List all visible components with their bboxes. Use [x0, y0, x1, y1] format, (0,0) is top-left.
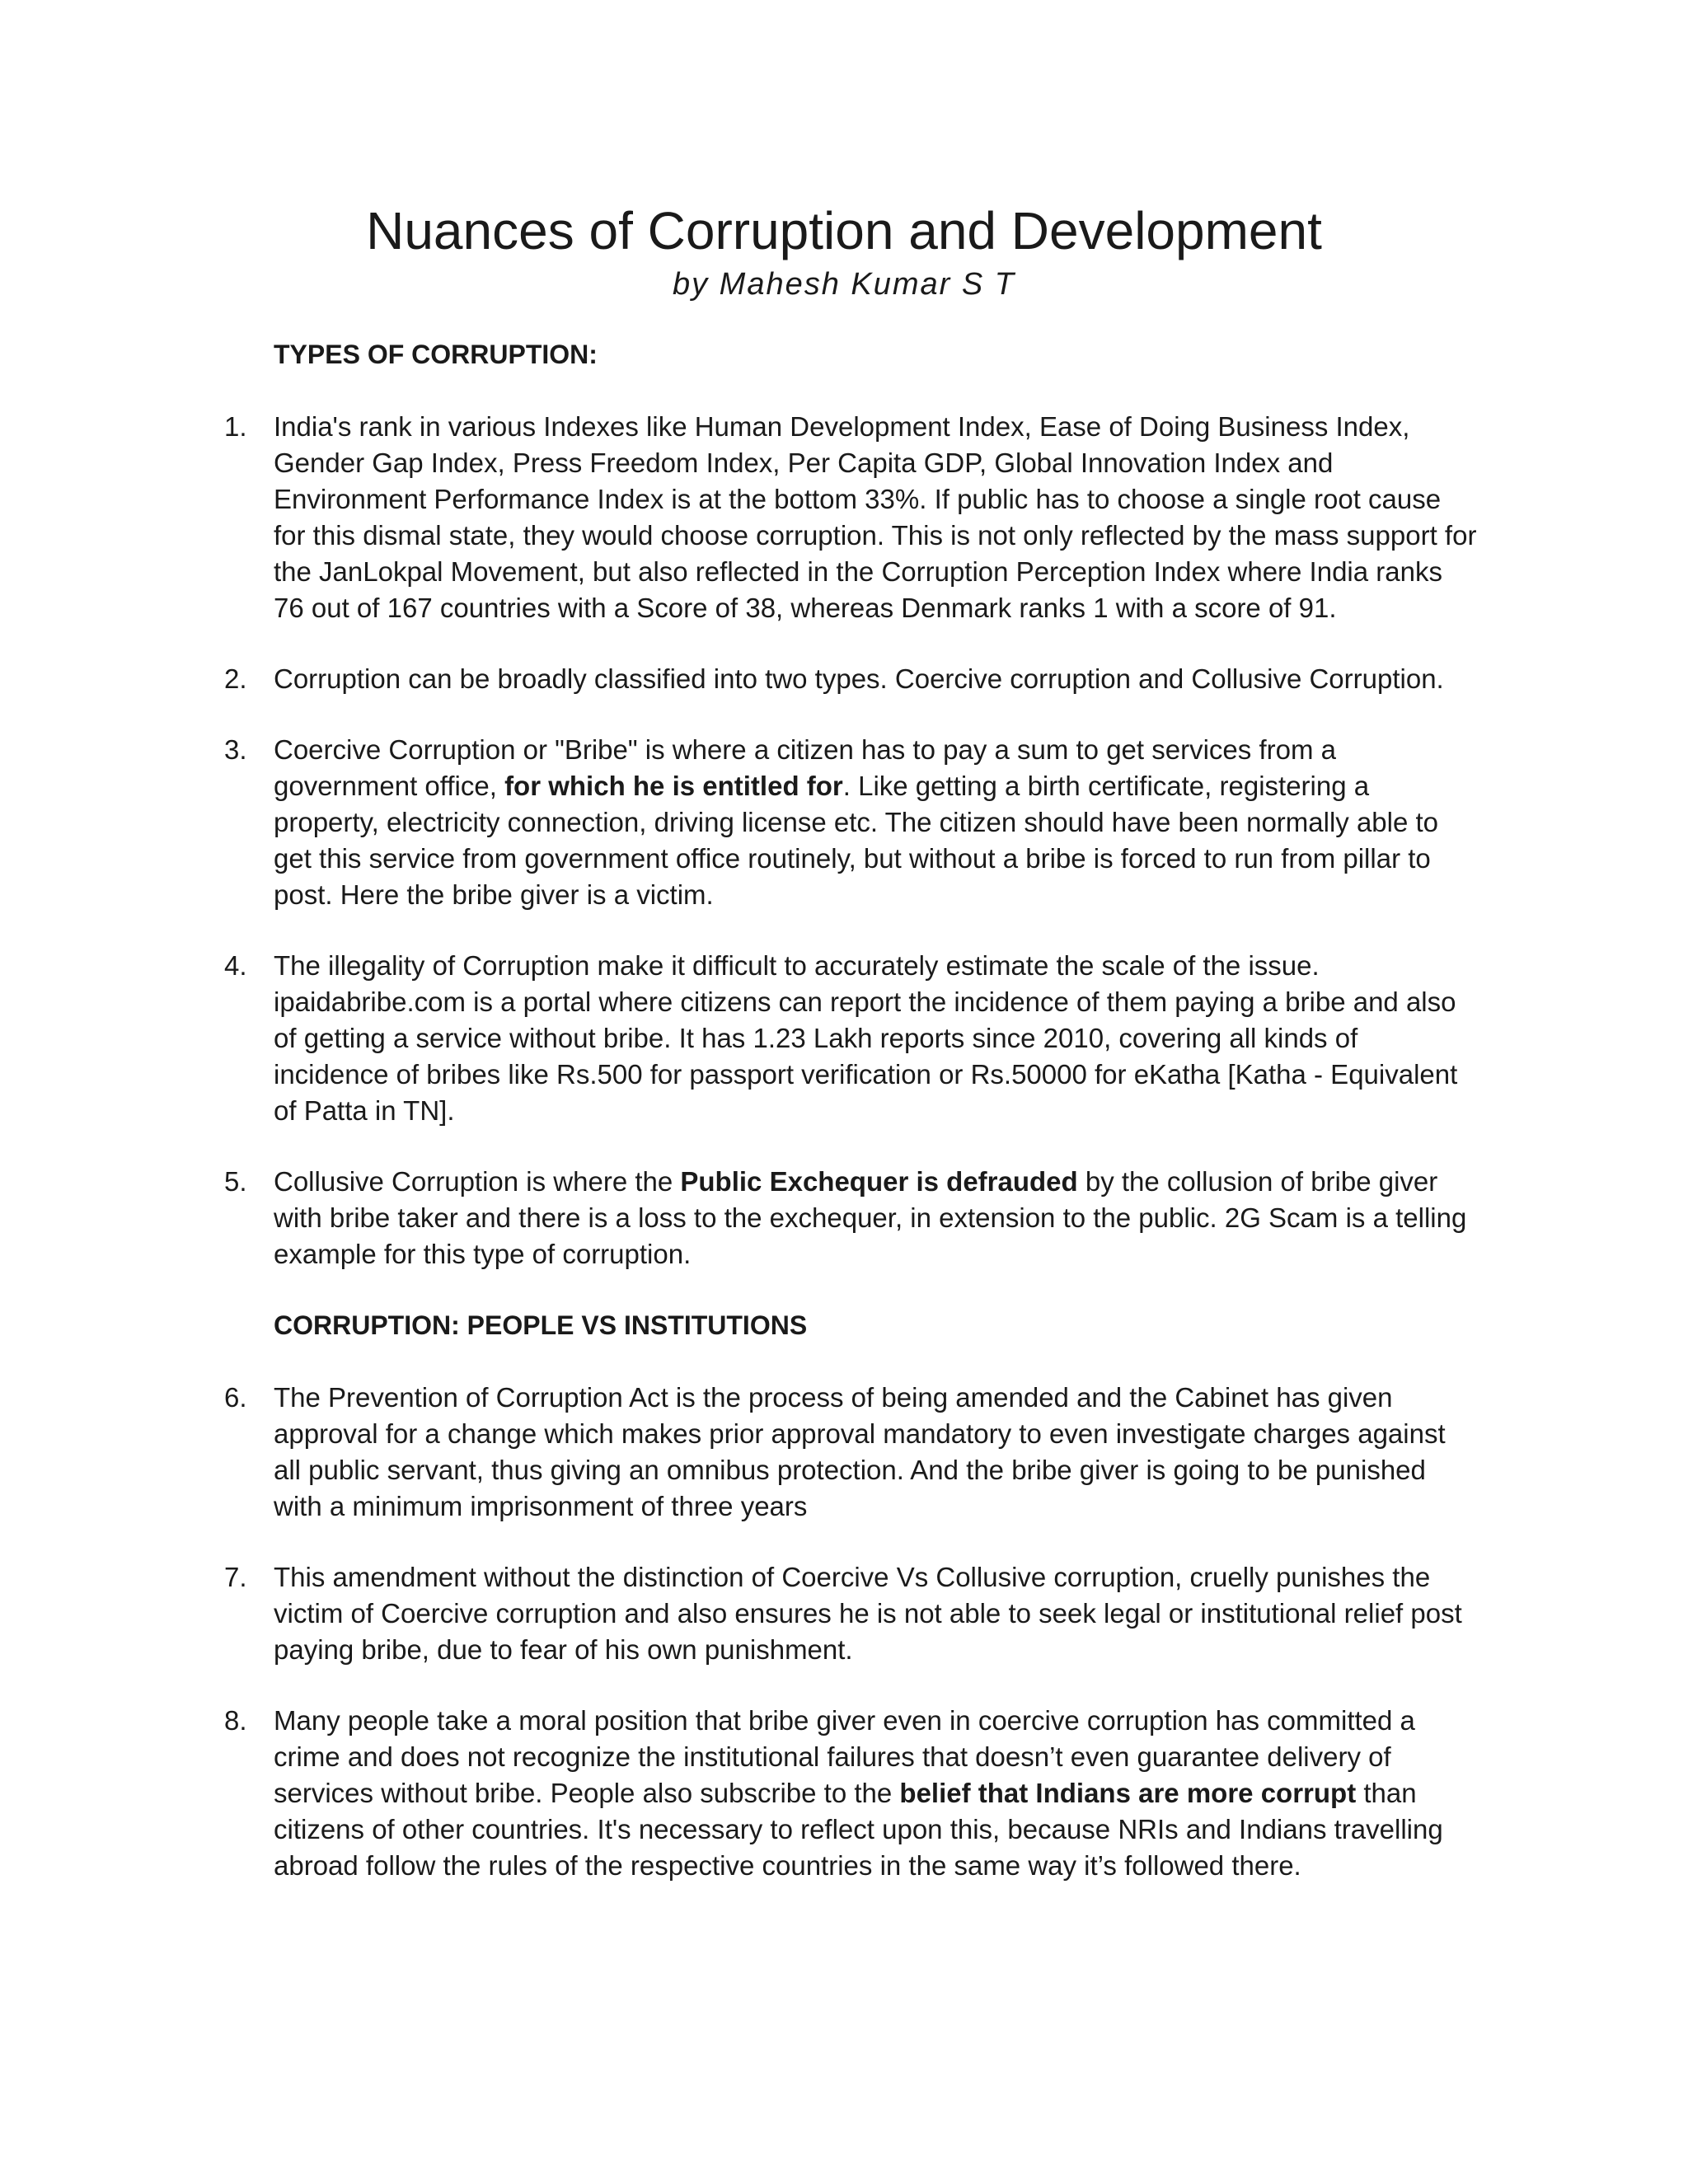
text-run: . Like getting a birth certificate, registering a property, electricity connection, driving license etc. The citizen should have been normally able to get this service from government office routinely, but without a bribe is forced to run from pillar to post. Here the bribe giver is a victim. [274, 771, 1439, 910]
list-item-text: This amendment without the distinction of Coercive Vs Collusive corruption, cruelly punishes the victim of Coercive corruption and also ensures he is not able to seek legal or institutional relief post paying bribe, due to fear of his own punishment. [274, 1562, 1462, 1665]
bold-phrase: for which he is entitled for [504, 771, 843, 801]
list-item [224, 948, 1477, 1129]
spacer [224, 373, 1477, 409]
list-item [224, 1164, 1477, 1272]
list-item-text [274, 1703, 1477, 1884]
list-number: 6. [224, 1382, 247, 1413]
list-item [224, 661, 1477, 697]
list-item [224, 1703, 1477, 1884]
spacer [224, 1668, 1477, 1703]
text-run: Collusive Corruption is where the [274, 1166, 681, 1197]
spacer [224, 1525, 1477, 1559]
list-number: 7. [224, 1562, 247, 1592]
text-run: by the collusion of bribe giver with bribe taker and there is a loss to the exchequer, in extension to the public. 2G Scam is a telling example for this type of corruption. [274, 1166, 1467, 1269]
list-number: 5. [224, 1166, 247, 1197]
list-item-text: India's rank in various Indexes like Human Development Index, Ease of Doing Business Index, Gender Gap Index, Press Freedom Index, Per Capita GDP, Global Innovation Index and Environment Performance Index is at the bottom 33%. If public has to choose a single root cause for this dismal state, they would choose corruption. This is not only reflected by the mass support for the JanLokpal Movement, but also reflected in the Corruption Perception Index where India ranks 76 out of 167 countries with a Score of 38, whereas Denmark ranks 1 with a score of 91. [274, 411, 1477, 623]
spacer [224, 1343, 1477, 1380]
spacer [224, 626, 1477, 661]
spacer [224, 913, 1477, 948]
section-heading-people-vs-institutions: CORRUPTION: PEOPLE VS INSTITUTIONS [274, 1310, 808, 1340]
spacer [224, 1272, 1477, 1307]
list-item-text: The illegality of Corruption make it difficult to accurately estimate the scale of the issue. ipaidabribe.com is a portal where citizens can report the incidence of them paying a bribe and also of getting a service without bribe. It has 1.23 Lakh reports since 2010, covering all kinds of incidence of bribes like Rs.500 for passport verification or Rs.50000 for eKatha [Katha - Equivalent of Patta in TN]. [274, 950, 1458, 1126]
list-number: 1. [224, 411, 247, 442]
list-item-text [274, 732, 1477, 913]
text-run: than citizens of other countries. It's necessary to reflect upon this, because NRIs and Indians travelling abroad follow the rules of the respective countries in the same way it’s followed there. [274, 1778, 1443, 1881]
spacer [224, 697, 1477, 732]
spacer [224, 1129, 1477, 1164]
bold-phrase: belief that Indians are more corrupt [899, 1778, 1357, 1808]
text-run: Many people take a moral position that bribe giver even in coercive corruption has committed a crime and does not recognize the institutional failures that doesn’t even guarantee delivery of services without bribe. People also subscribe to the [274, 1705, 1415, 1808]
list-item-text [274, 1164, 1477, 1272]
document-title: Nuances of Corruption and Development [366, 201, 1322, 260]
list-item [224, 1559, 1477, 1668]
list-item-text: Corruption can be broadly classified into two types. Coercive corruption and Collusive Corruption. [274, 663, 1444, 694]
list-number: 8. [224, 1705, 247, 1736]
list-item [224, 732, 1477, 913]
list-item-text: The Prevention of Corruption Act is the process of being amended and the Cabinet has given approval for a change which makes prior approval mandatory to even investigate charges against all public servant, thus giving an omnibus protection. And the bribe giver is going to be punished with a minimum imprisonment of three years [274, 1382, 1446, 1521]
section-heading-types: TYPES OF CORRUPTION: [274, 340, 598, 369]
bold-phrase: Public Exchequer is defrauded [680, 1166, 1078, 1197]
text-run: Coercive Corruption or "Bribe" is where a citizen has to pay a sum to get services from a government office, [274, 734, 1336, 801]
numbered-list [224, 1380, 1477, 1884]
list-item [224, 1380, 1477, 1525]
document-author: by Mahesh Kumar S T [672, 267, 1016, 302]
list-number: 4. [224, 950, 247, 981]
list-number: 2. [224, 663, 247, 694]
list-item [224, 409, 1477, 626]
document-body [224, 336, 1477, 1884]
list-number: 3. [224, 734, 247, 765]
numbered-list [224, 409, 1477, 1272]
